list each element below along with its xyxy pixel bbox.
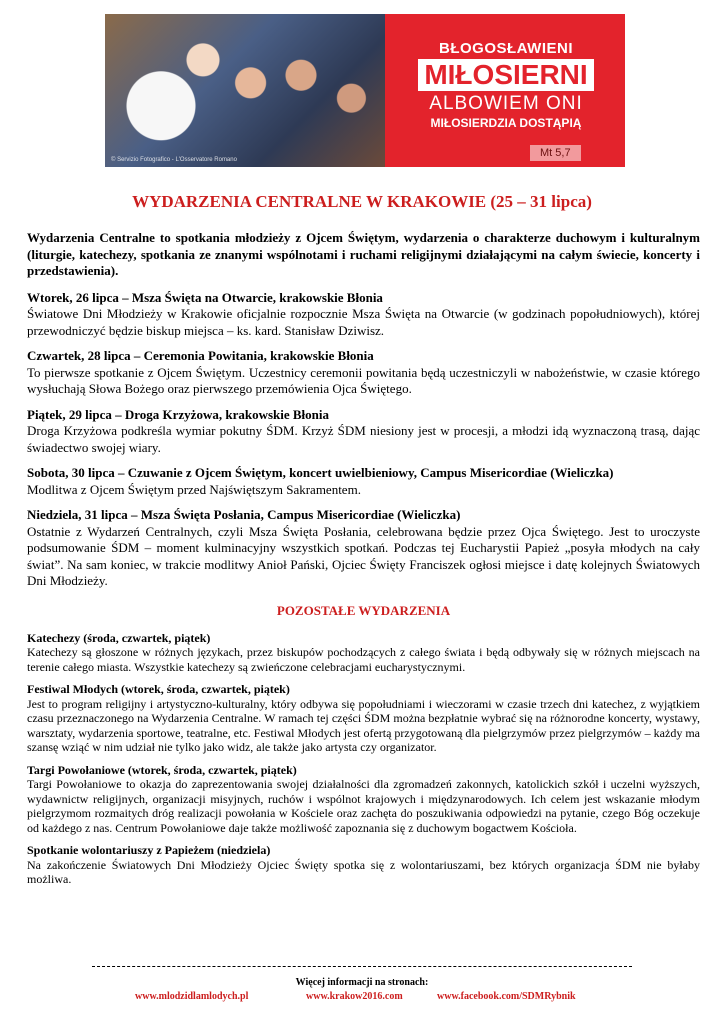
other-event-text: Na zakończenie Światowych Dni Młodzieży Ojciec Święty spotka się z wolontariuszami, bez których organizacja ŚDM nie byłaby możliwa. (27, 857, 700, 886)
event-heading: Czwartek, 28 lipca – Ceremonia Powitania, krakowskie Błonia (27, 348, 374, 363)
other-event-item (27, 631, 700, 675)
event-text: Ostatnie z Wydarzeń Centralnych, czyli Msza Święta Posłania, celebrowana będzie przez Ojca Świętego. Jest to uroczyste podsumowanie ŚDM – moment kulminacyjny wszystkich spotkań. Podczas tej Eucharystii Papież „posyła młodych na cały świat”. Na sam koniec, w trakcie modlitwy Anioł Pański, Ojciec Święty Franciszek ogłosi miejsce i datę kolejnych Światowych Dni Młodzieży. (27, 523, 700, 588)
intro-paragraph: Wydarzenia Centralne to spotkania młodzieży z Ojcem Świętym, wydarzenia o charakterze duchowym i kulturalnym (liturgie, katechezy, spotkania ze znanymi wspólnotami i ruchami religijnymi działającymi na całym świecie, koncerty i przedstawienia). (27, 230, 700, 278)
slogan-line-4: MIŁOSIERDZIA DOSTĄPIĄ (430, 116, 582, 130)
other-event-text: Katechezy są głoszone w różnych językach, przez biskupów pochodzących z całego świata i będą odbywały się w różnych miejscach na terenie całego miasta. Wszystkie katechezy są zwieńczone celebracjami eucharystycznymi. (27, 645, 700, 674)
slogan-line-2: MIŁOSIERNI (418, 59, 593, 91)
other-event-item (27, 763, 700, 836)
other-events-heading: POZOSTAŁE WYDARZENIA (276, 602, 451, 618)
event-text: Droga Krzyżowa podkreśla wymiar pokutny ŚDM. Krzyż ŚDM niesiony jest w procesji, a młodzi idą wyznaczoną trasą, dając świadectwo swojej wiary. (27, 423, 700, 455)
event-text: To pierwsze spotkanie z Ojcem Świętym. Uczestnicy ceremonii powitania będą uczestniczyli w nabożeństwie, w czasie którego wysłuchają Słowa Bożego oraz pierwszego przemówienia Ojca Świętego. (27, 364, 700, 396)
event-text: Światowe Dni Młodzieży w Krakowie oficjalnie rozpocznie Msza Święta na Otwarcie (w godzinach popołudniowych), której przewodniczyć będzie biskup miejsca – ks. kard. Stanisław Dziwisz. (27, 306, 700, 338)
footer-link-facebook[interactable]: www.facebook.com/SDMRybnik (437, 991, 576, 1002)
event-heading: Niedziela, 31 lipca – Msza Święta Posłania, Campus Misericordiae (Wieliczka) (27, 507, 461, 522)
event-item (27, 465, 700, 498)
scripture-reference: Mt 5,7 (530, 145, 581, 161)
event-item (27, 407, 700, 457)
footer-divider (92, 966, 632, 967)
event-heading: Piątek, 29 lipca – Droga Krzyżowa, krakowskie Błonia (27, 406, 330, 422)
slogan-line-1: BŁOGOSŁAWIENI (439, 40, 573, 57)
other-event-heading: Spotkanie wolontariuszy z Papieżem (niedziela) (27, 843, 271, 857)
footer-label: Więcej informacji na stronach: (295, 977, 429, 988)
event-heading: Sobota, 30 lipca – Czuwanie z Ojcem Świętym, koncert uwielbieniowy, Campus Misericordiae (Wieliczka) (27, 465, 614, 480)
page-title: WYDARZENIA CENTRALNE W KRAKOWIE (25 – 31 lipca) (132, 192, 592, 211)
photo-credit: © Servizio Fotografico - L'Osservatore Romano (111, 157, 237, 163)
footer-link-krakow2016[interactable]: www.krakow2016.com (306, 991, 403, 1002)
other-event-heading: Targi Powołaniowe (wtorek, środa, czwartek, piątek) (27, 762, 297, 777)
footer-link-mlodzidlamlodych[interactable]: www.mlodzidlamlodych.pl (135, 991, 249, 1002)
event-item (27, 290, 700, 340)
other-event-heading: Katechezy (środa, czwartek, piątek) (27, 630, 211, 645)
document-body (27, 230, 700, 895)
event-item (27, 348, 700, 398)
event-text: Modlitwa z Ojcem Świętym przed Najświętszym Sakramentem. (27, 481, 361, 497)
other-event-heading: Festiwal Młodych (wtorek, środa, czwartek, piątek) (27, 682, 290, 696)
other-event-item (27, 843, 700, 887)
other-event-text: Jest to program religijny i artystyczno-kulturalny, który odbywa się popołudniami i wieczorami w czasie trzech dni katechez, z wyjątkiem czasu przeznaczonego na Wydarzenia Centralne. W ramach tej części ŚDM można bezpłatnie wybrać się na różnorodne koncerty, wystawy, warsztaty, wydarzenia sportowe, teatralne, etc. Festiwal Młodych jest ofertą przygotowaną dla pielgrzymów przez pielgrzymów – każdy ma szansę wziąć w nim udział nie tylko jako widz, ale także jako artysta czy organizator. (27, 696, 700, 754)
banner-slogan (395, 40, 617, 130)
other-event-item (27, 682, 700, 755)
other-event-text: Targi Powołaniowe to okazja do zaprezentowania swojej działalności dla zgromadzeń zakonnych, katolickich szkół i uczelni wyższych, wydawnictw religijnych, organizacji misyjnych, ruchów i wspólnot krajowych i międzynarodowych. Ich celem jest wskazanie młodym pielgrzymom rozmaitych dróg realizacji powołania w Kościele oraz zachęta do poszukiwania odpowiedzi na pytanie, czego Bóg oczekuje od każdego z nas. Centrum Powołaniowe daje także możliwość zapoznania się z duchowym bogactwem Kościoła. (27, 777, 700, 835)
banner-photo (105, 14, 385, 167)
header-banner (105, 14, 625, 167)
event-item (27, 507, 700, 590)
slogan-line-3: ALBOWIEM ONI (429, 93, 583, 114)
event-heading: Wtorek, 26 lipca – Msza Święta na Otwarcie, krakowskie Błonia (27, 289, 383, 305)
